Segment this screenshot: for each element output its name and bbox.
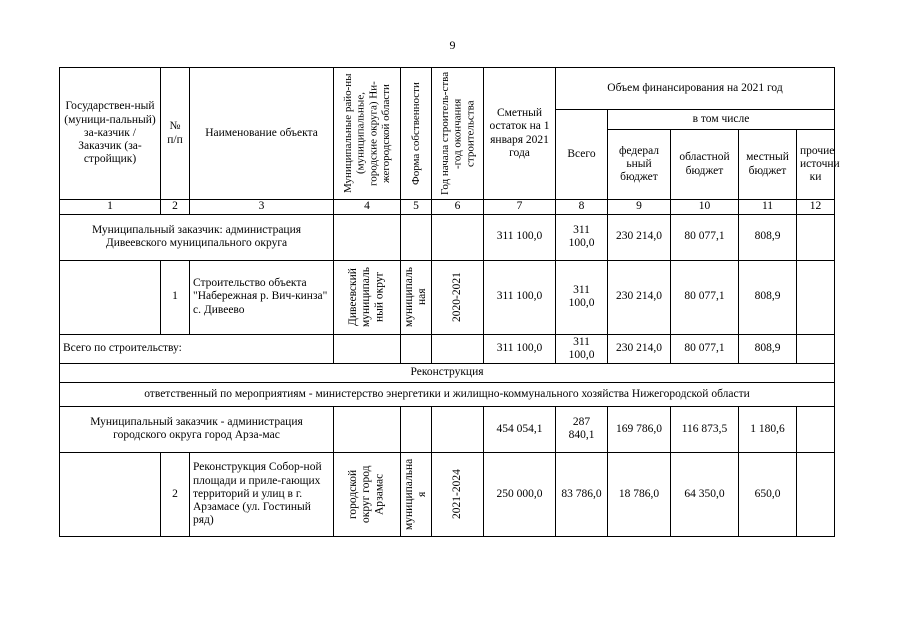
federal-cell: 230 214,0 xyxy=(608,334,671,363)
header-total: Всего xyxy=(556,110,608,200)
header-local: местный бюджет xyxy=(739,130,797,200)
responsible-line: ответственный по мероприятиям - министерство энергетики и жилищно-коммунального хозяйства Нижегородской области xyxy=(60,382,835,406)
col-number: 6 xyxy=(432,200,484,215)
header-num: № п/п xyxy=(161,68,190,200)
local-cell: 650,0 xyxy=(739,452,797,536)
estimate-cell: 311 100,0 xyxy=(484,260,556,334)
col-number: 12 xyxy=(797,200,835,215)
section-heading: Реконструкция xyxy=(60,363,835,382)
col-number: 9 xyxy=(608,200,671,215)
col-number: 10 xyxy=(671,200,739,215)
district-cell: городской округ город Арзамас xyxy=(347,465,386,524)
estimate-cell: 250 000,0 xyxy=(484,452,556,536)
total-cell: 311 100,0 xyxy=(556,334,608,363)
regional-cell: 80 077,1 xyxy=(671,214,739,260)
subtotal-label: Всего по строительству: xyxy=(60,334,334,363)
other-cell xyxy=(797,214,835,260)
local-cell: 808,9 xyxy=(739,260,797,334)
col-number: 11 xyxy=(739,200,797,215)
ownership-cell: муниципальна я xyxy=(402,458,428,531)
total-cell: 311 100,0 xyxy=(556,214,608,260)
estimate-cell: 311 100,0 xyxy=(484,334,556,363)
header-estimate: Сметный остаток на 1 января 2021 года xyxy=(484,68,556,200)
header-federal: федерал ьный бюджет xyxy=(608,130,671,200)
col-number: 7 xyxy=(484,200,556,215)
estimate-cell: 311 100,0 xyxy=(484,214,556,260)
federal-cell: 230 214,0 xyxy=(608,260,671,334)
table-row xyxy=(60,382,835,406)
federal-cell: 18 786,0 xyxy=(608,452,671,536)
federal-cell: 169 786,0 xyxy=(608,406,671,452)
col-number: 2 xyxy=(161,200,190,215)
table-row xyxy=(60,334,835,363)
financing-table xyxy=(59,67,840,537)
local-cell: 808,9 xyxy=(739,334,797,363)
table-row xyxy=(60,452,835,536)
col-number: 8 xyxy=(556,200,608,215)
num-cell: 2 xyxy=(161,452,190,536)
total-cell: 311 100,0 xyxy=(556,260,608,334)
header-other: прочие источни ки xyxy=(797,130,835,200)
federal-cell: 230 214,0 xyxy=(608,214,671,260)
object-name-cell: Реконструкция Собор-ной площади и приле-гающих территорий и улиц в г. Арзамасе (ул. Гостиный ряд) xyxy=(190,452,334,536)
object-name-cell: Строительство объекта "Набережная р. Вич-кинза" с. Дивеево xyxy=(190,260,334,334)
table-row xyxy=(60,260,835,334)
total-cell: 287 840,1 xyxy=(556,406,608,452)
years-cell: 2020-2021 xyxy=(450,272,463,322)
header-customer: Государствен-ный (муници-пальный) за-казчик / Заказчик (за-стройщик) xyxy=(60,68,161,200)
col-number: 4 xyxy=(334,200,401,215)
regional-cell: 80 077,1 xyxy=(671,260,739,334)
table-row xyxy=(60,363,835,382)
page-number: 9 xyxy=(449,38,456,52)
col-number: 1 xyxy=(60,200,161,215)
header-districts: Муниципальные райо-ны (муниципальные, городские округа) Ни-жегородской области xyxy=(341,73,392,194)
ownership-cell: муниципаль ная xyxy=(402,267,428,327)
estimate-cell: 454 054,1 xyxy=(484,406,556,452)
header-including: в том числе xyxy=(608,110,835,130)
col-number: 5 xyxy=(401,200,432,215)
regional-cell: 80 077,1 xyxy=(671,334,739,363)
num-cell: 1 xyxy=(161,260,190,334)
regional-cell: 64 350,0 xyxy=(671,452,739,536)
col-number: 3 xyxy=(190,200,334,215)
local-cell: 1 180,6 xyxy=(739,406,797,452)
header-regional: областной бюджет xyxy=(671,130,739,200)
header-ownership: Форма собственности xyxy=(409,82,422,185)
header-years: Год начала строитель-ства -год окончания строительства xyxy=(438,71,476,196)
total-cell: 83 786,0 xyxy=(556,452,608,536)
table-row xyxy=(60,214,835,260)
customer-cell: Муниципальный заказчик: администрация Дивеевского муниципального округа xyxy=(60,214,334,260)
customer-cell: Муниципальный заказчик - администрация городского округа город Арза-мас xyxy=(60,406,334,452)
header-financing: Объем финансирования на 2021 год xyxy=(556,68,835,110)
years-cell: 2021-2024 xyxy=(450,469,463,520)
header-name: Наименование объекта xyxy=(190,68,334,200)
regional-cell: 116 873,5 xyxy=(671,406,739,452)
table-row xyxy=(60,406,835,452)
local-cell: 808,9 xyxy=(739,214,797,260)
district-cell: Дивеевский муниципаль ный округ xyxy=(347,267,386,327)
